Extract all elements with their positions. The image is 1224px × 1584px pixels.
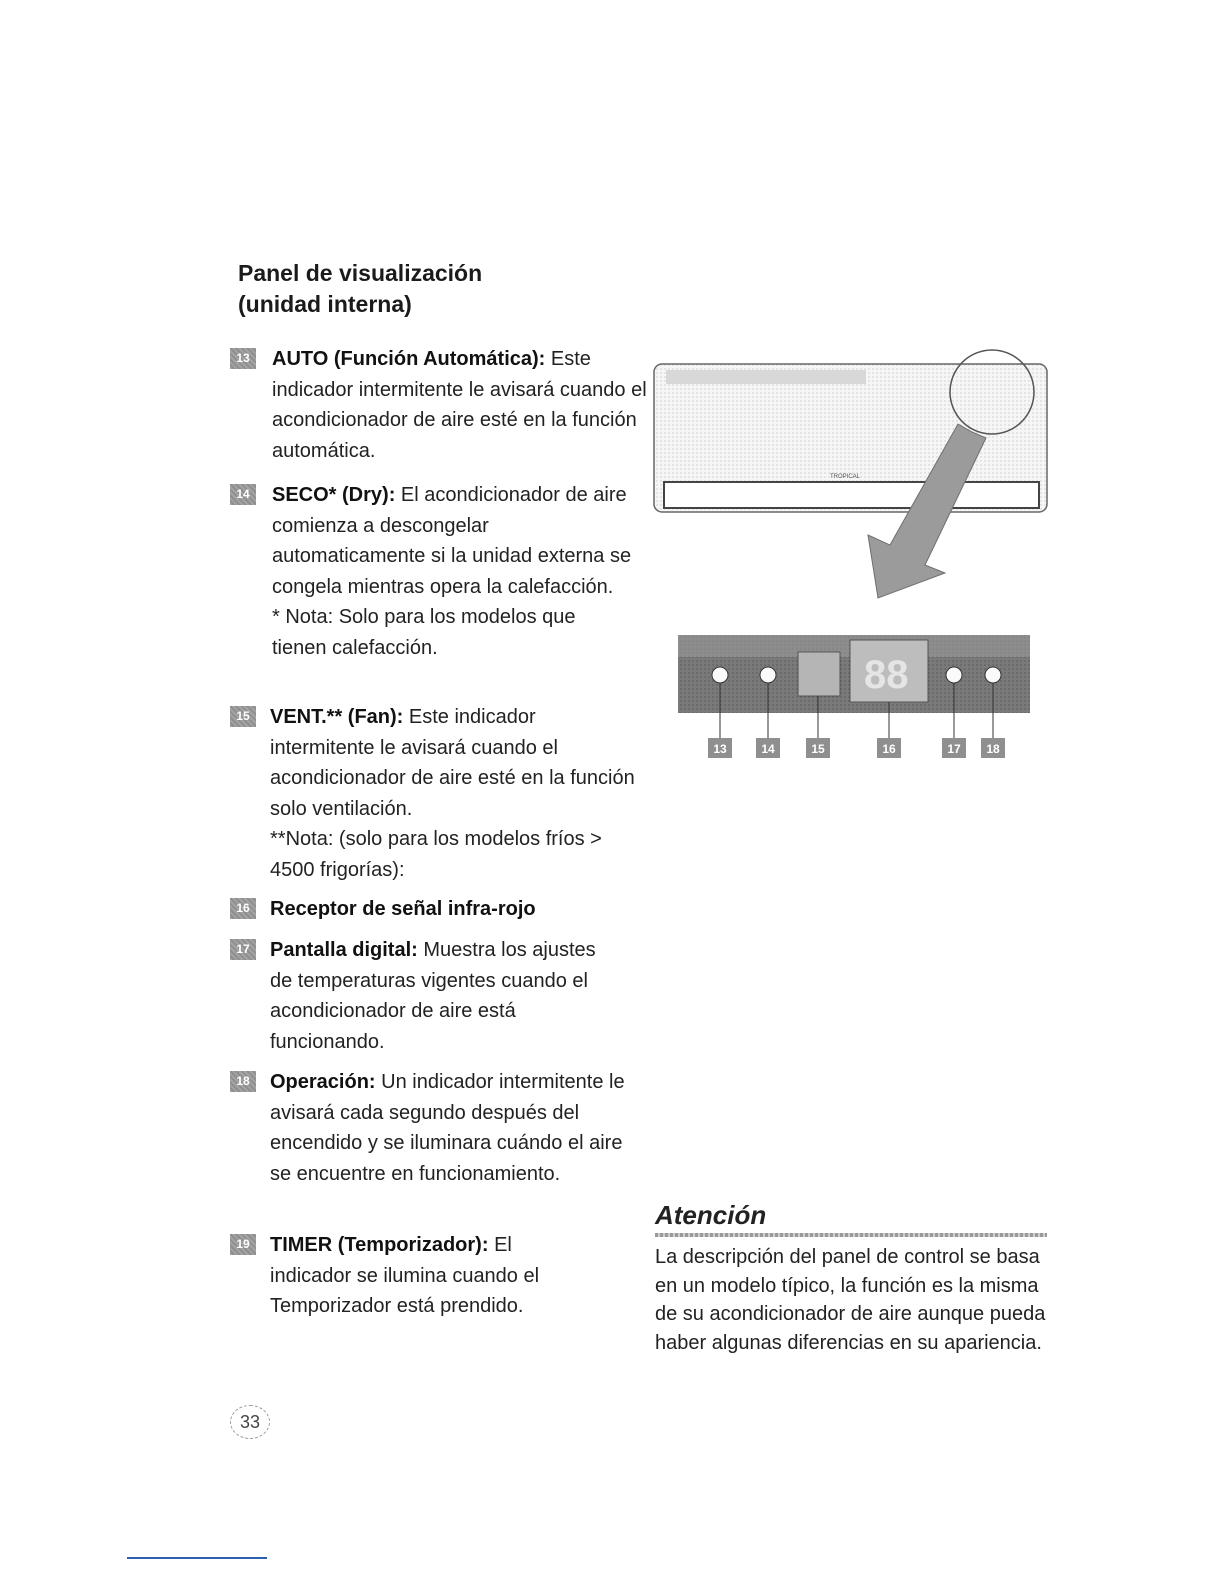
number-badge-icon: 19 xyxy=(230,1234,256,1255)
callout-13: 13 xyxy=(713,742,727,756)
item-label: Receptor de señal infra-rojo xyxy=(270,898,536,920)
callout-17: 17 xyxy=(947,742,961,756)
item-text xyxy=(272,480,632,663)
attention-divider xyxy=(655,1233,1047,1237)
indicator-auto-light xyxy=(712,667,728,683)
attention-title: Atención xyxy=(655,1200,767,1230)
item-note: * Nota: Solo para los modelos que tienen calefacción. xyxy=(272,606,576,659)
item-description: El acondicionador de aire comienza a descongelar automaticamente si la unidad externa se congela mientras opera la calefacción. xyxy=(272,484,632,598)
item-text xyxy=(270,1230,590,1322)
indicator-seco-light xyxy=(760,667,776,683)
callout-16: 16 xyxy=(882,742,896,756)
indicator-operacion-light xyxy=(946,667,962,683)
item-label: Operación: xyxy=(270,1071,376,1093)
ac-unit-top-strip xyxy=(666,370,866,384)
item-label: AUTO (Función Automática): xyxy=(272,348,546,370)
item-label: SECO* (Dry): xyxy=(272,484,396,506)
indicator-timer-light xyxy=(985,667,1001,683)
item-label: TIMER (Temporizador): xyxy=(270,1234,489,1256)
item-note: **Nota: (solo para los modelos fríos > 4500 frigorías): xyxy=(270,828,602,881)
item-text xyxy=(270,702,635,885)
item-label: Pantalla digital: xyxy=(270,939,418,961)
indoor-unit-diagram xyxy=(640,340,1060,780)
infrared-receiver xyxy=(798,652,840,696)
display-digits: 88 xyxy=(864,653,909,697)
number-badge-icon: 17 xyxy=(230,939,256,960)
item-description: Un indicador intermitente le avisará cada segundo después del encendido y se iluminara cuándo el aire se encuentre en funcionamiento. xyxy=(270,1071,625,1185)
footer-line xyxy=(127,1557,267,1559)
number-badge-icon: 16 xyxy=(230,898,256,919)
callout-badges xyxy=(708,738,1005,758)
number-badge-icon: 18 xyxy=(230,1071,256,1092)
title-line-1: Panel de visualización xyxy=(238,260,483,286)
ac-unit-vent xyxy=(664,482,1039,508)
page-number: 33 xyxy=(230,1405,270,1439)
number-badge-icon: 14 xyxy=(230,484,256,505)
item-text xyxy=(270,894,650,925)
page-title xyxy=(238,258,482,320)
item-text xyxy=(270,1067,625,1189)
title-line-2: (unidad interna) xyxy=(238,291,412,317)
callout-14: 14 xyxy=(761,742,775,756)
ac-brand-label: TROPICAL xyxy=(830,474,861,480)
callout-15: 15 xyxy=(811,742,825,756)
callout-18: 18 xyxy=(986,742,1000,756)
number-badge-icon: 13 xyxy=(230,348,256,369)
item-description: El indicador se ilumina cuando el Temporizador está prendido. xyxy=(270,1234,540,1317)
item-label: VENT.** (Fan): xyxy=(270,706,404,728)
item-description: Este indicador intermitente le avisará cuando el acondicionador de aire esté en la función automática. xyxy=(272,348,647,462)
item-description: Muestra los ajustes de temperaturas vigentes cuando el acondicionador de aire está funcionando. xyxy=(270,939,596,1053)
item-text xyxy=(272,344,652,466)
item-description: Este indicador intermitente le avisará cuando el acondicionador de aire esté en la función solo ventilación. xyxy=(270,706,635,820)
attention-text: La descripción del panel de control se basa en un modelo típico, la función es la misma de su acondicionador de aire aunque pueda haber algunas diferencias en su apariencia. xyxy=(655,1246,1046,1354)
number-badge-icon: 15 xyxy=(230,706,256,727)
item-text xyxy=(270,935,615,1057)
